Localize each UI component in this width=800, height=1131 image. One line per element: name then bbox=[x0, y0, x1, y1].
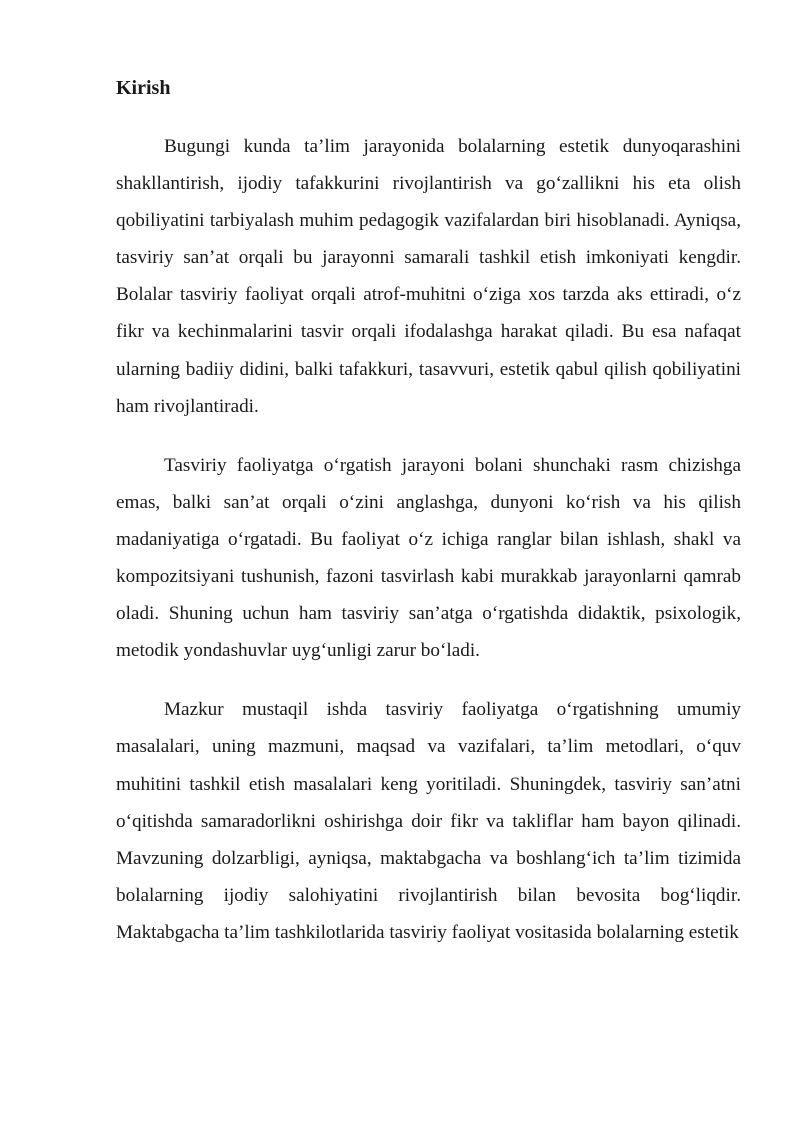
body-text bbox=[116, 128, 741, 951]
section-heading: Kirish bbox=[116, 77, 171, 99]
paragraph-2: Tasviriy faoliyatga o‘rgatish jarayoni bolani shunchaki rasm chizishga emas, balki san’at orqali o‘zini anglashga, dunyoni ko‘rish va his qilish madaniyatiga o‘rgatadi. Bu faoliyat o‘z ichiga ranglar bilan ishlash, shakl va kompozitsiyani tushunish, fazoni tasvirlash kabi murakkab jarayonlarni qamrab oladi. Shuning uchun ham tasviriy san’atga o‘rgatishda didaktik, psixologik, metodik yondashuvlar uyg‘unligi zarur bo‘ladi. bbox=[116, 454, 741, 662]
paragraph-3: Mazkur mustaqil ishda tasviriy faoliyatga o‘rgatishning umumiy masalalari, uning mazmuni, maqsad va vazifalari, ta’lim metodlari, o‘quv muhitini tashkil etish masalalari keng yoritiladi. Shuningdek, tasviriy san’atni o‘qitishda samaradorlikni oshirishga doir fikr va takliflar ham bayon qilinadi. Mavzuning dolzarbligi, ayniqsa, maktabgacha va boshlang‘ich ta’lim tizimida bolalarning ijodiy salohiyatini rivojlantirish bilan bevosita bog‘liqdir. Maktabgacha ta’lim tashkilotlarida tasviriy faoliyat vositasida bolalarning estetik bbox=[116, 699, 741, 943]
paragraph-1: Bugungi kunda ta’lim jarayonida bolalarning estetik dunyoqarashini shakllantirish, ijodiy tafakkurini rivojlantirish va go‘zallikni his eta olish qobiliyatini tarbiyalash muhim pedagogik vazifalardan biri hisoblanadi. Ayniqsa, tasviriy san’at orqali bu jarayonni samarali tashkil etish imkoniyati kengdir. Bolalar tasviriy faoliyat orqali atrof-muhitni o‘ziga xos tarzda aks ettiradi, o‘z fikr va kechinmalarini tasvir orqali ifodalashga harakat qiladi. Bu esa nafaqat ularning badiiy didini, balki tafakkuri, tasavvuri, estetik qabul qilish qobiliyatini ham rivojlantiradi. bbox=[116, 136, 741, 417]
